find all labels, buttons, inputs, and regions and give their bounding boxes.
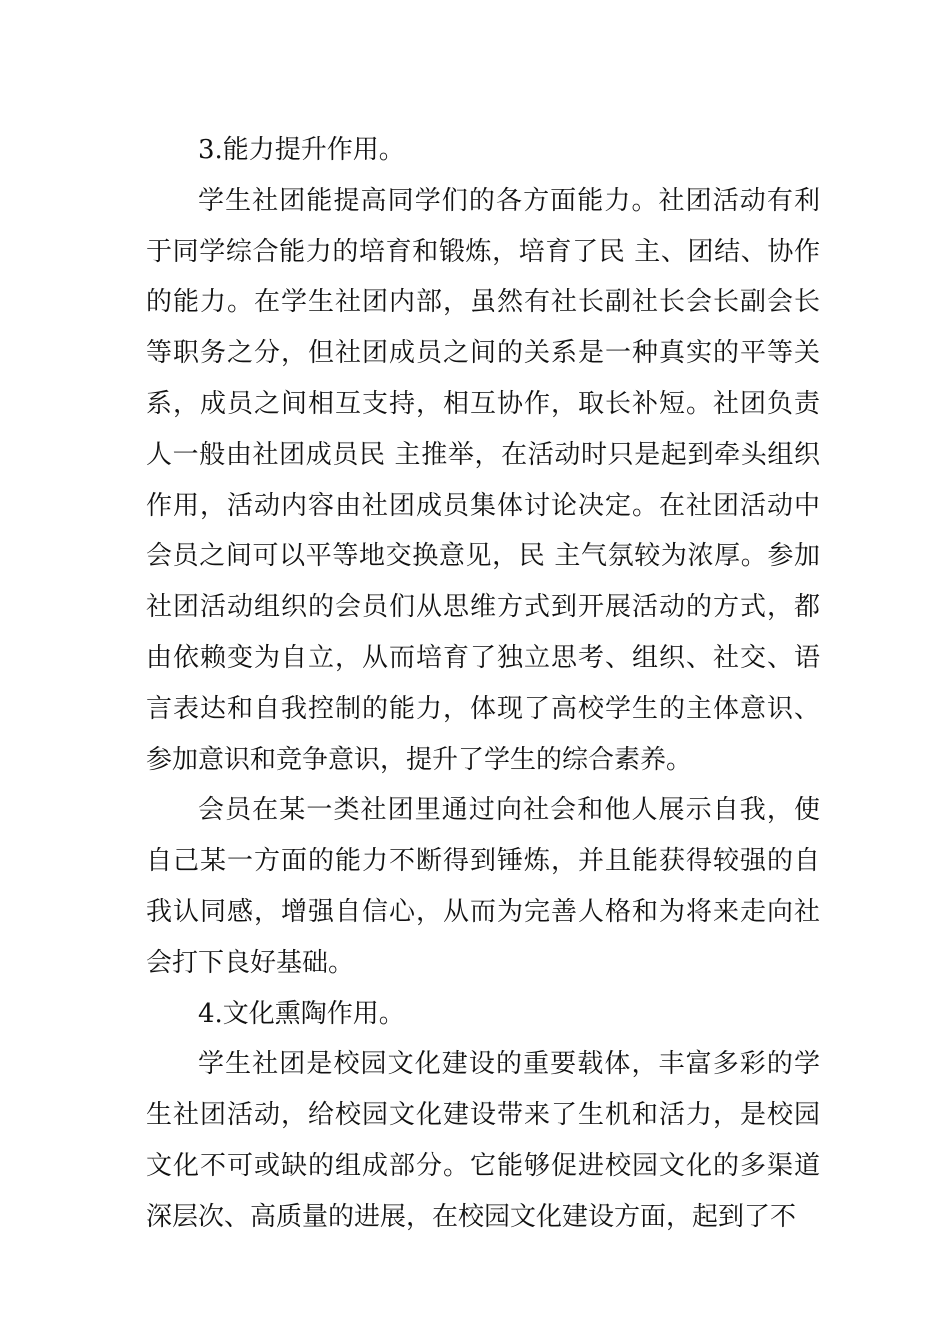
paragraph-culture-1: 学生社团是校园文化建设的重要载体，丰富多彩的学生社团活动，给校园文化建设带来了生机和活力，是校园文化不可或缺的组成部分。它能够促进校园文化的多渠道深层次、高质量的进展，在校园文化建设方面，起到了不 xyxy=(146,1049,820,1232)
section-heading-4: 4.文化熏陶作用。 xyxy=(198,998,405,1029)
section-heading-3: 3.能力提升作用。 xyxy=(198,135,405,165)
paragraph-ability-1: 学生社团能提高同学们的各方面能力。社团活动有利于同学综合能力的培育和锻炼，培育了民 主、团结、协作的能力。在学生社团内部，虽然有社长副社长会长副会长等职务之分，但社团成员之间的关系是一种真实的平等关系，成员之间相互支持，相互协作，取长补短。社团负责人一般由社团成员民 主推举，在活动时只是起到牵头组织作用，活动内容由社团成员集体讨论决定。在社团活动中会员之间可以平等地交换意见，民 主气氛较为浓厚。参加社团活动组织的会员们从思维方式到开展活动的方式，都由依赖变为自立，从而培育了独立思考、组织、社交、语言表达和自我控制的能力，体现了高校学生的主体意识、参加意识和竞争意识，提升了学生的综合素养。 xyxy=(146,185,820,775)
paragraph-ability-2: 会员在某一类社团里通过向社会和他人展示自我，使自己某一方面的能力不断得到锤炼，并且能获得较强的自我认同感，增强自信心，从而为完善人格和为将来走向社会打下良好基础。 xyxy=(146,795,820,978)
